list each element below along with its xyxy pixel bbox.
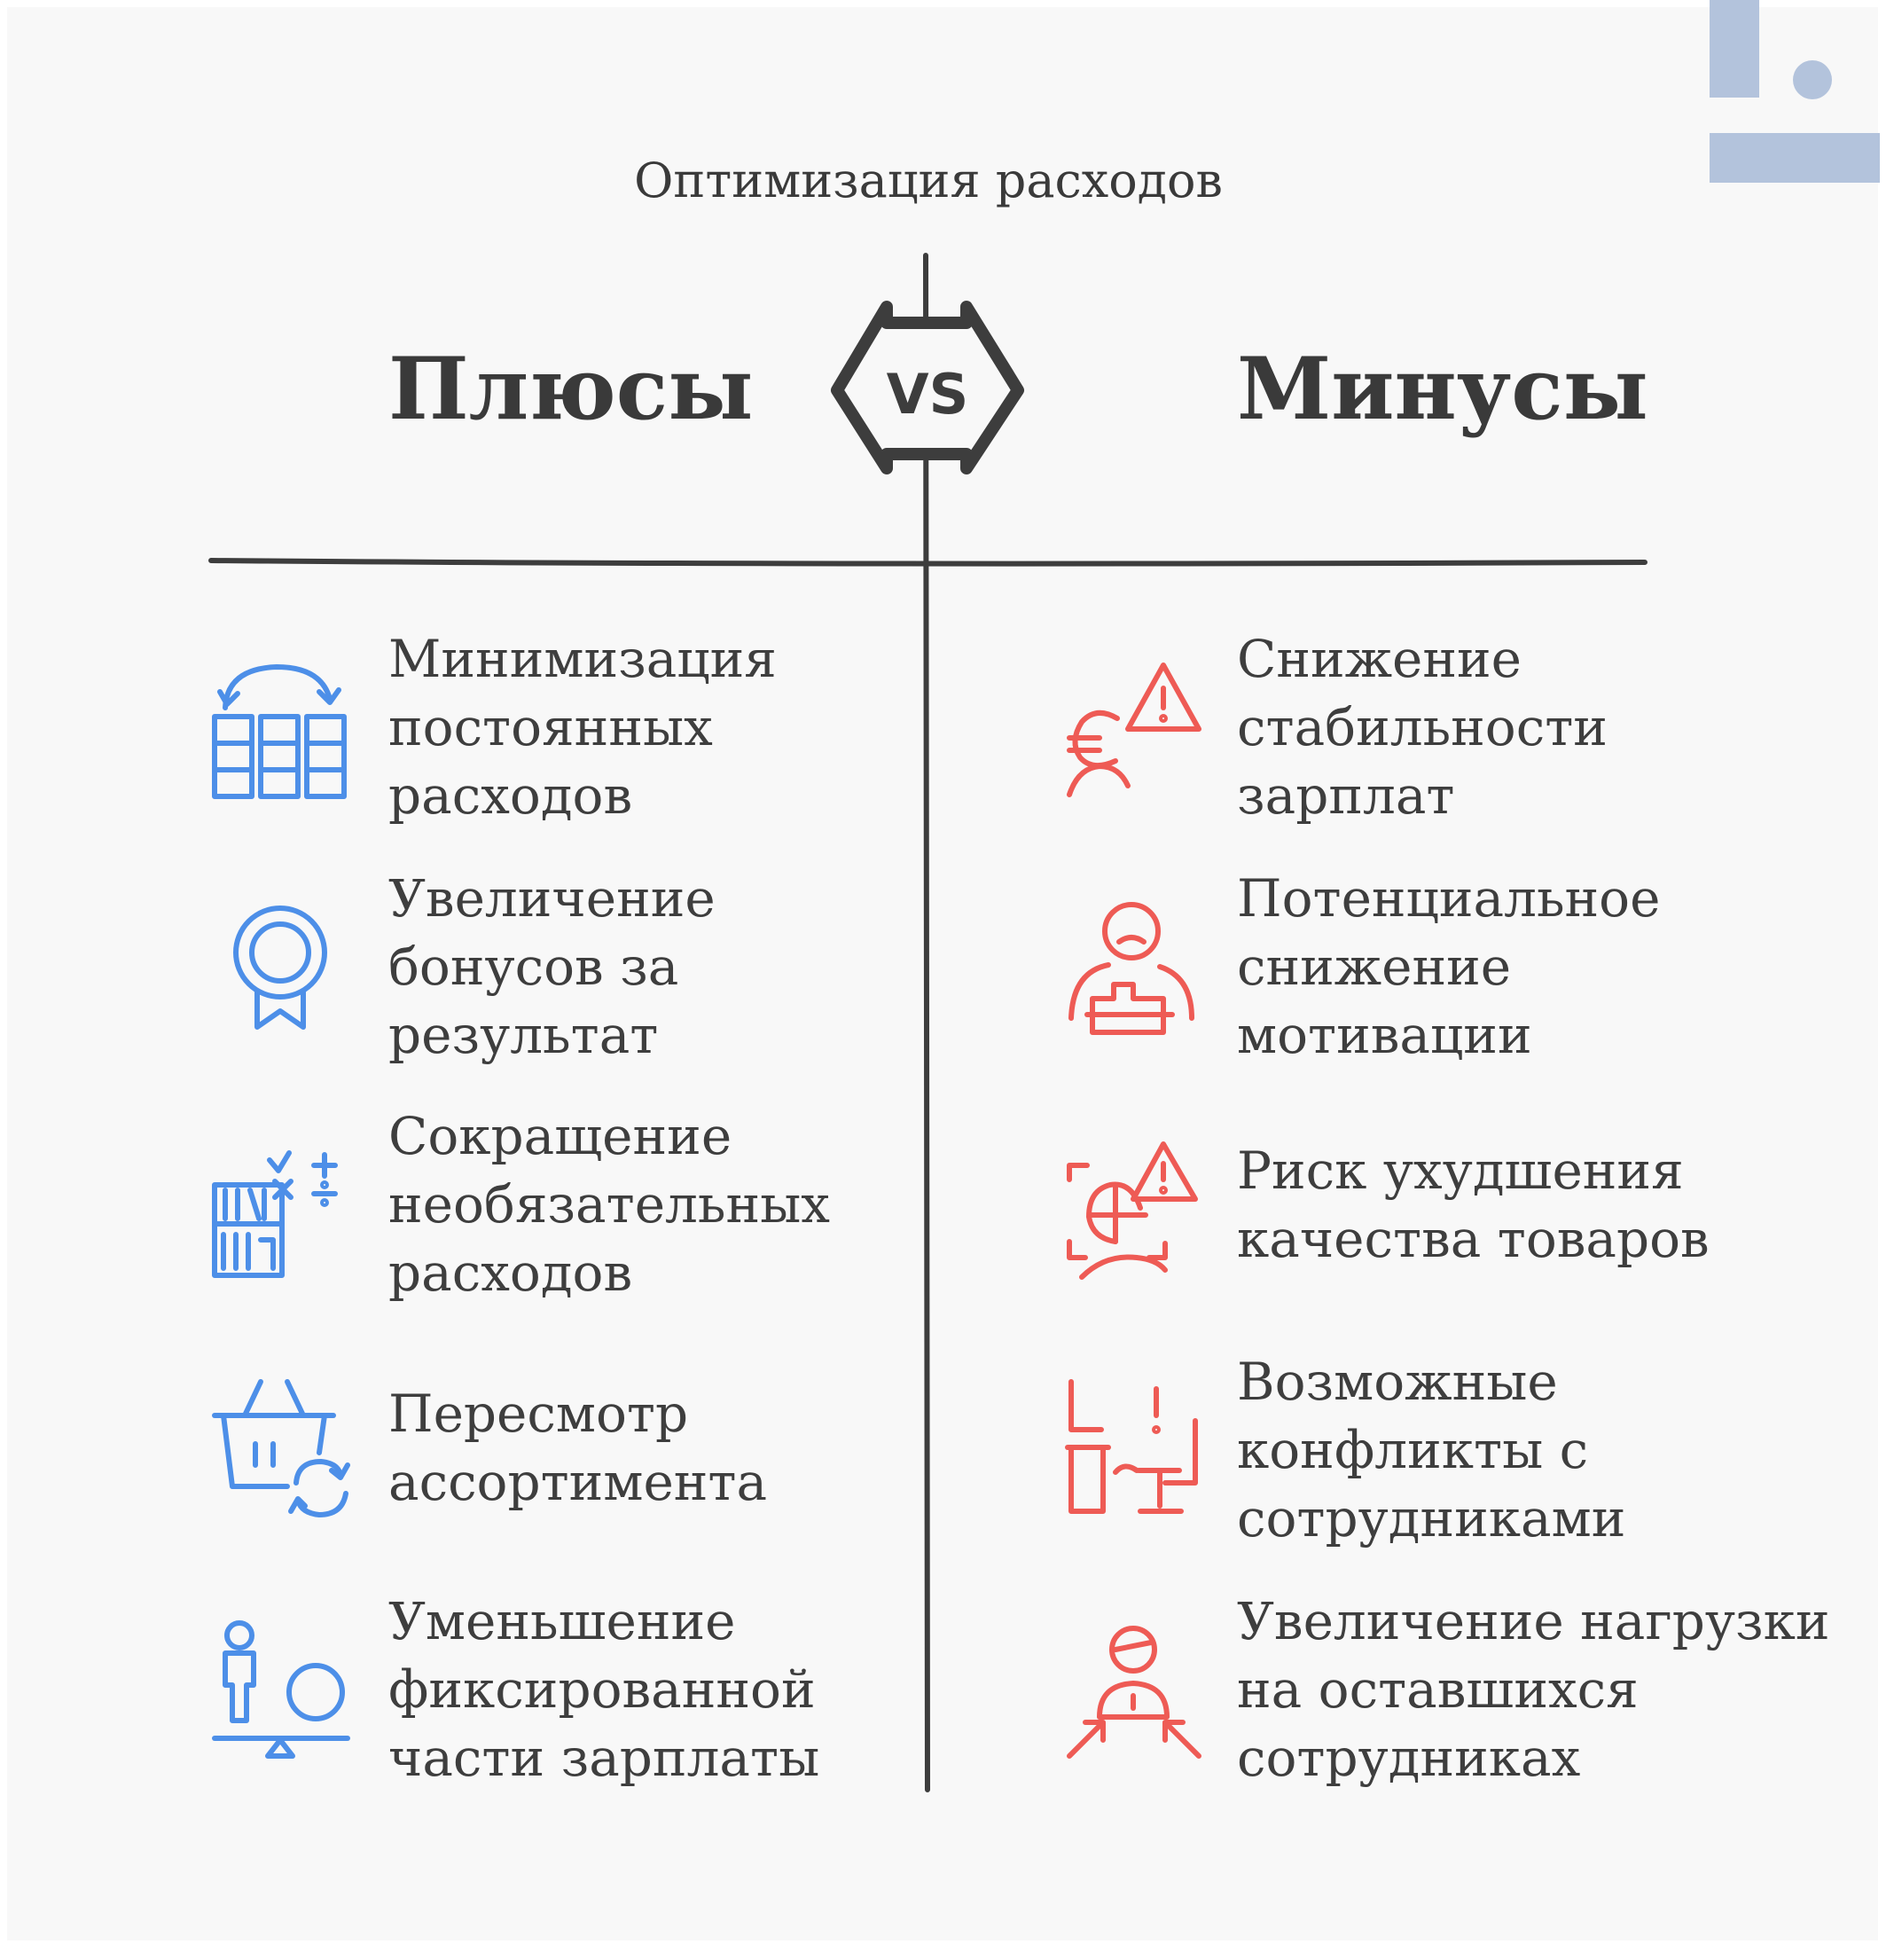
cons-item: Возможные конфликты с сотрудниками — [1237, 1352, 1626, 1548]
cons-item: Увеличение нагрузки на оставшихся сотрудниках — [1237, 1591, 1830, 1788]
person-pressure-arrows-icon — [1060, 1616, 1211, 1767]
sad-person-desk-icon — [1060, 896, 1211, 1047]
person-dollar-balance-icon — [206, 1616, 356, 1767]
pros-heading: Плюсы — [388, 339, 754, 439]
cons-item: Снижение стабильности зарплат — [1237, 629, 1608, 826]
svg-text:1: 1 — [266, 931, 294, 976]
pros-item: Пересмотр ассортимента — [388, 1384, 768, 1512]
cons-heading: Минусы — [1237, 339, 1648, 439]
vs-badge — [837, 307, 1018, 468]
pros-item: Сокращение необязательных расходов — [388, 1106, 830, 1303]
medal-icon — [206, 896, 356, 1047]
svg-text:$: $ — [303, 1674, 328, 1715]
vs-label: VS — [886, 362, 969, 427]
storage-bins-exchange-icon — [206, 656, 356, 807]
scan-warning-icon — [1060, 1135, 1211, 1286]
cons-item: Риск ухудшения качества товаров — [1237, 1141, 1710, 1269]
pros-item: Увеличение бонусов за результат — [388, 868, 716, 1065]
page-title: Оптимизация расходов — [634, 153, 1223, 208]
cons-item: Потенциальное снижение мотивации — [1237, 868, 1661, 1065]
person-euro-warning-icon — [1060, 656, 1211, 807]
basket-refresh-icon — [206, 1373, 356, 1524]
pros-item: Уменьшение фиксированной части зарплаты — [388, 1591, 820, 1788]
desk-chairs-conflict-icon — [1060, 1373, 1211, 1524]
pros-item: Минимизация постоянных расходов — [388, 629, 777, 826]
calculator-books-icon — [206, 1135, 356, 1286]
